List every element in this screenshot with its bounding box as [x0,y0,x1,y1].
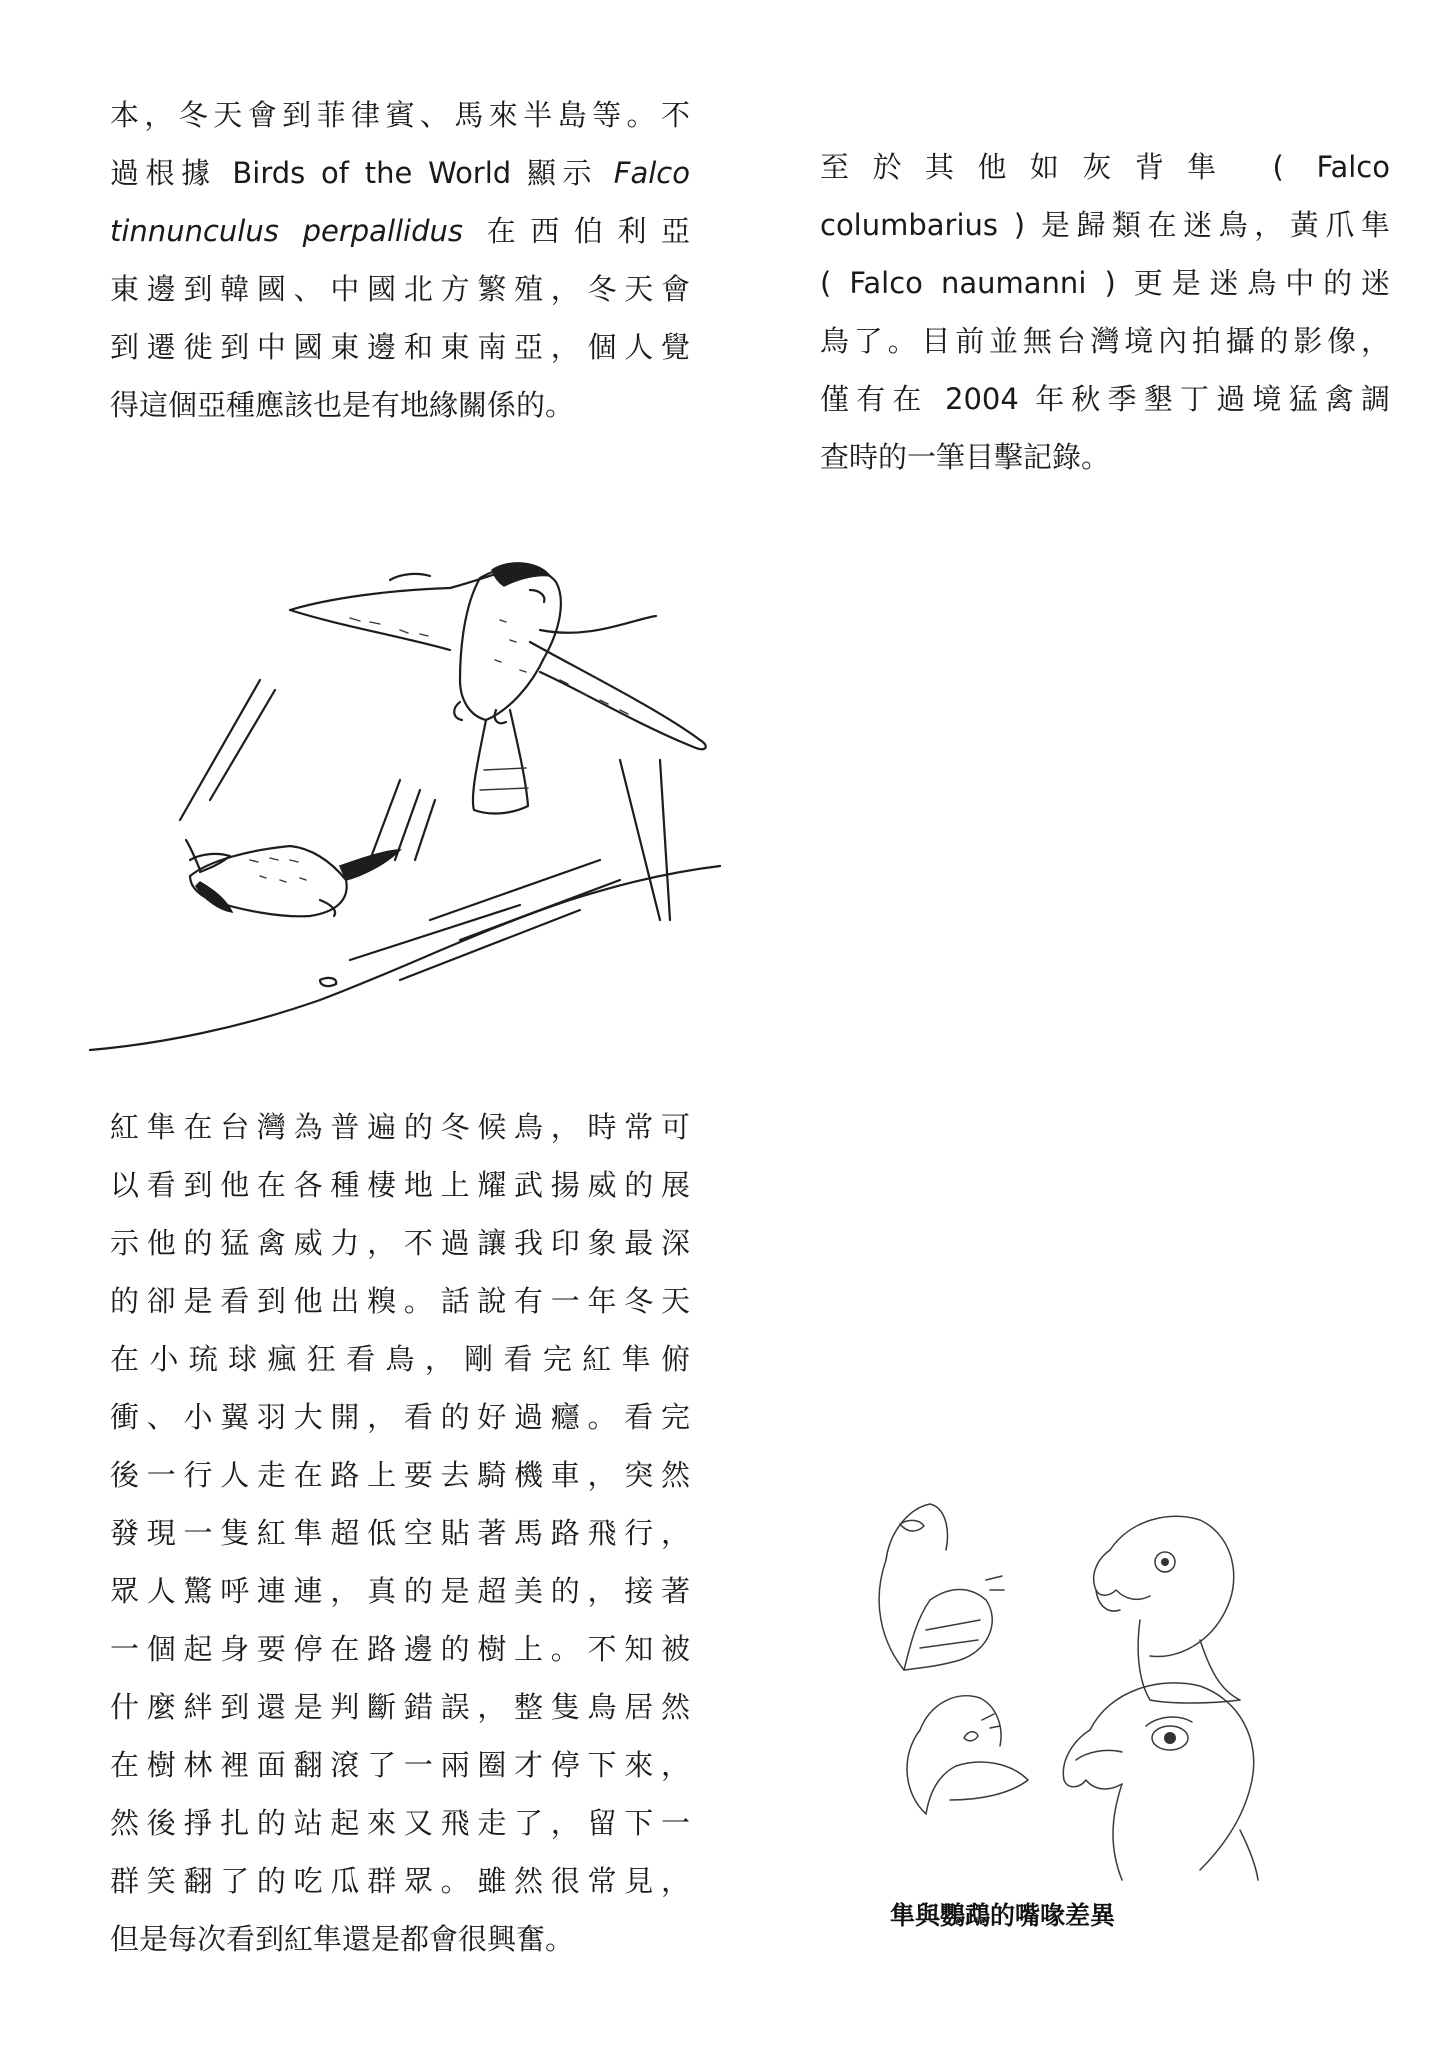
paragraph-left-bottom [110,1098,690,1968]
text-line: 在樹林裡面翻滾了一兩圈才停下來， [110,1748,690,1782]
text-line: 到遷徙到中國東邊和東南亞，個人覺 [110,330,690,364]
falcon-parrot-beak-sketch [860,1490,1320,1880]
text-line: 查時的一筆目擊記錄。 [820,440,1111,474]
paragraph-right-top [820,138,1390,486]
text-line-part: 在西伯利亞 [463,214,690,248]
italic-genus: Falco [613,156,690,190]
text-line: 紅隼在台灣為普遍的冬候鳥，時常可 [110,1110,690,1144]
text-line [110,202,690,260]
text-line: 東邊到韓國、中國北方繁殖，冬天會 [110,272,690,306]
text-line: 的卻是看到他出糗。話說有一年冬天 [110,1284,690,1318]
text-line: 得這個亞種應該也是有地緣關係的。 [110,388,575,422]
text-line: 後一行人走在路上要去騎機車，突然 [110,1458,690,1492]
text-line: 示他的猛禽威力，不過讓我印象最深 [110,1226,690,1260]
text-line: columbarius ) 是歸類在迷鳥，黃爪隼 [820,208,1390,242]
text-line-part: 過根據 Birds of the World 顯示 [110,156,614,190]
text-line: 群笑翻了的吃瓜群眾。雖然很常見， [110,1864,690,1898]
text-line: 但是每次看到紅隼還是都會很興奮。 [110,1922,575,1956]
text-line: 發現一隻紅隼超低空貼著馬路飛行， [110,1516,690,1550]
text-line: 眾人驚呼連連，真的是超美的，接著 [110,1574,690,1608]
text-line: 然後掙扎的站起來又飛走了，留下一 [110,1806,690,1840]
paragraph-left-top [110,86,690,434]
text-line: 僅有在 2004 年秋季墾丁過境猛禽調 [820,382,1390,416]
italic-subspecies: tinnunculus perpallidus [110,214,464,248]
flying-falcon-illustration [100,560,740,1080]
text-line: 什麼絆到還是判斷錯誤，整隻鳥居然 [110,1690,690,1724]
text-line: 以看到他在各種棲地上耀武揚威的展 [110,1168,690,1202]
text-line: 在小琉球瘋狂看鳥，剛看完紅隼俯 [110,1342,690,1376]
text-line: 衝、小翼羽大開，看的好過癮。看完 [110,1400,690,1434]
text-line: 至於其他如灰背隼 ( Falco [820,150,1390,184]
text-line [110,144,690,202]
text-line: 一個起身要停在路邊的樹上。不知被 [110,1632,690,1666]
text-line: 本，冬天會到菲律賓、馬來半島等。不 [110,98,690,132]
text-line: ( Falco naumanni ) 更是迷鳥中的迷 [820,266,1390,300]
sketch-caption: 隼與鸚鵡的嘴喙差異 [890,1901,1116,1930]
text-line: 鳥了。目前並無台灣境內拍攝的影像， [820,324,1390,358]
